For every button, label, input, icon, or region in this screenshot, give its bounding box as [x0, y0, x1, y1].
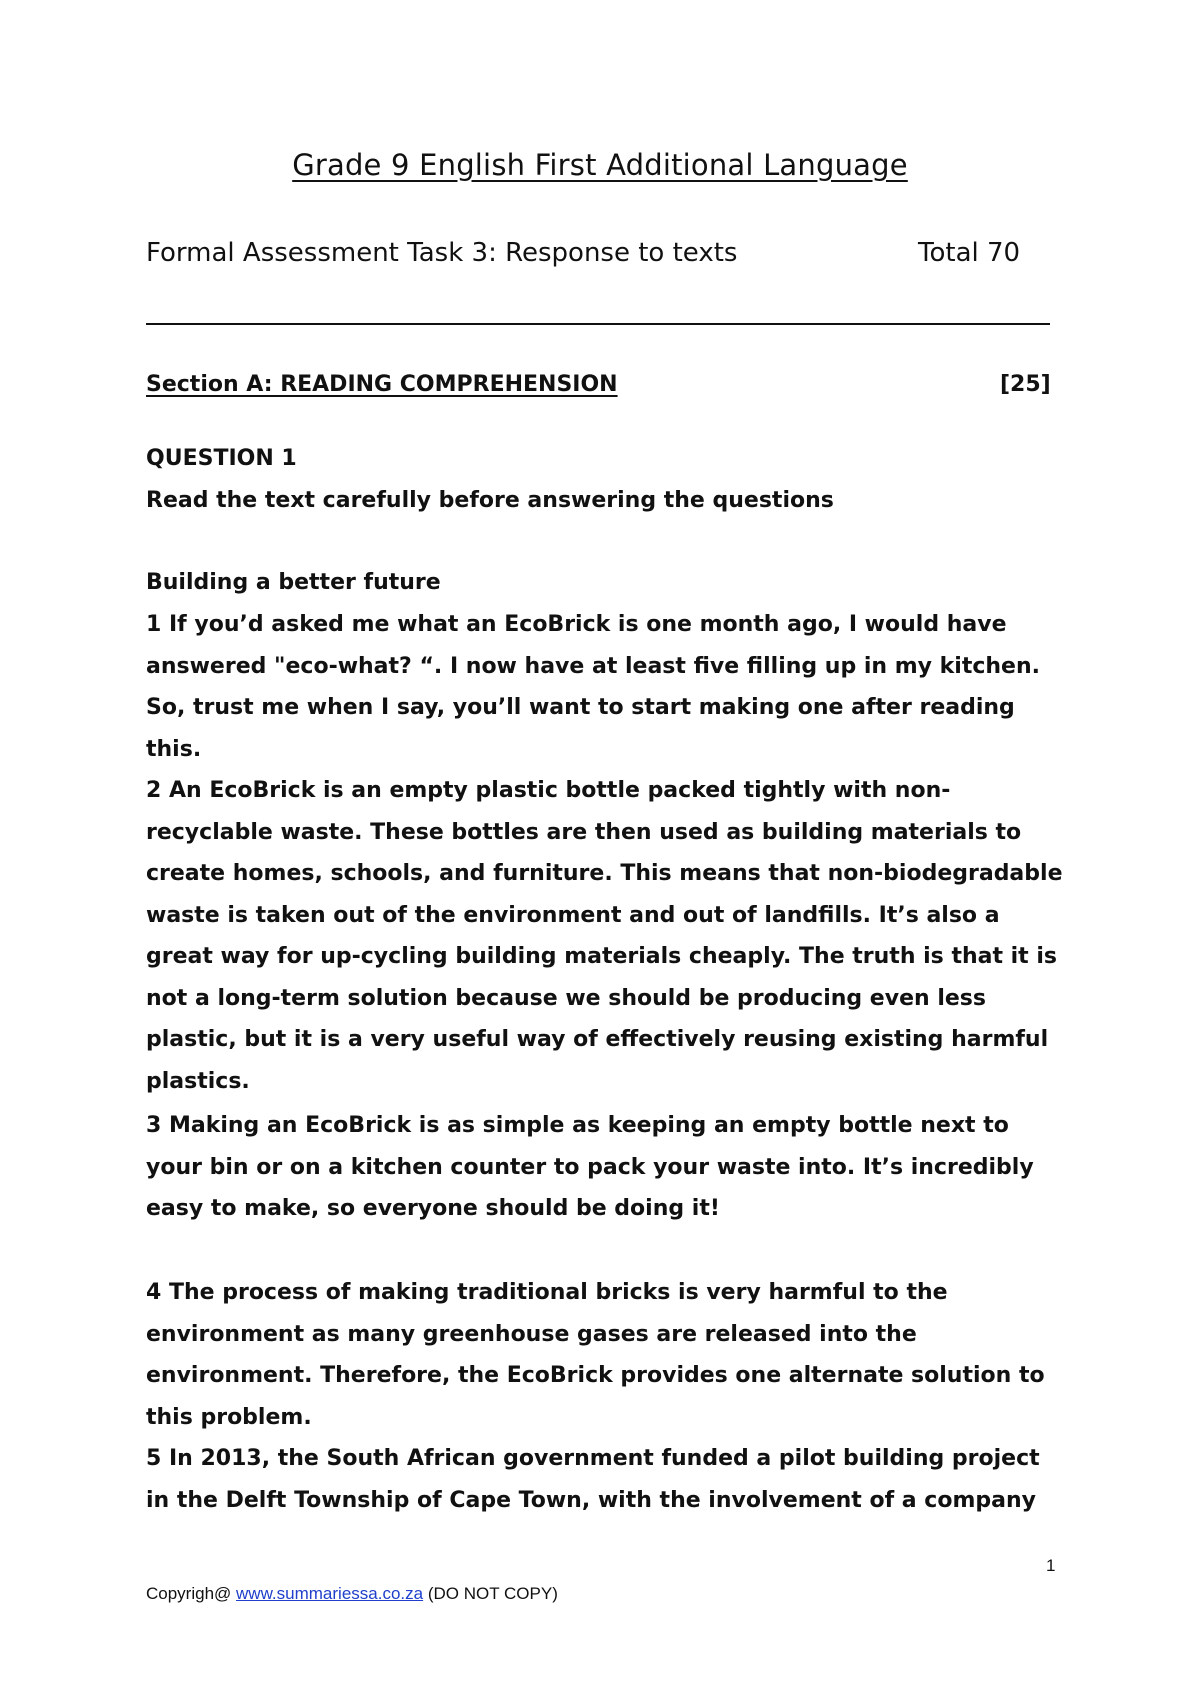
section-heading: Section A: READING COMPREHENSION [146, 372, 618, 397]
paragraph-3: 3 Making an EcoBrick is as simple as keeping an empty bottle next to your bin or on a kitchen counter to pack your waste into. It’s incredibly easy to make, so everyone should be doing it! [146, 1113, 1034, 1221]
copyright-prefix: Copyrigh@ [146, 1584, 232, 1603]
paragraph-2: 2 An EcoBrick is an empty plastic bottle packed tightly with non-recyclable waste. These bottles are then used as building materials to create homes, schools, and furniture. This means that non-biodegradable waste is taken out of the environment and out of landfills. It’s also a great way for up-cycling building materials cheaply. The truth is that it is not a long-term solution because we should be producing even less plastic, but it is a very useful way of effectively reusing existing harmful plastics. [146, 778, 1063, 1094]
task-label: Formal Assessment Task 3: Response to texts [146, 238, 738, 268]
paragraph-5: 5 In 2013, the South African government funded a pilot building project in the Delft Township of Cape Town, with the involvement of a company [146, 1446, 1040, 1513]
page-title: Grade 9 English First Additional Language [292, 148, 908, 182]
page-number: 1 [1046, 1556, 1056, 1575]
divider [146, 323, 1050, 325]
paragraph-4: 4 The process of making traditional bricks is very harmful to the environment as many greenhouse gases are released into the environment. Therefore, the EcoBrick provides one alternate solution to this problem. [146, 1280, 1045, 1430]
section-marks: [25] [1000, 372, 1051, 397]
total-marks: Total 70 [918, 238, 1021, 268]
passage-title: Building a better future [146, 570, 441, 595]
footer [146, 1584, 558, 1604]
footer-link[interactable]: www.summariessa.co.za [236, 1584, 424, 1603]
copyright-notice: (DO NOT COPY) [427, 1584, 558, 1603]
paragraph-1: 1 If you’d asked me what an EcoBrick is one month ago, I would have answered "eco-what? “. I now have at least five filling up in my kitchen. So, trust me when I say, you’ll want to start making one after reading this. [146, 612, 1040, 762]
question-label: QUESTION 1 [146, 446, 297, 471]
question-instruction: Read the text carefully before answering the questions [146, 488, 834, 513]
